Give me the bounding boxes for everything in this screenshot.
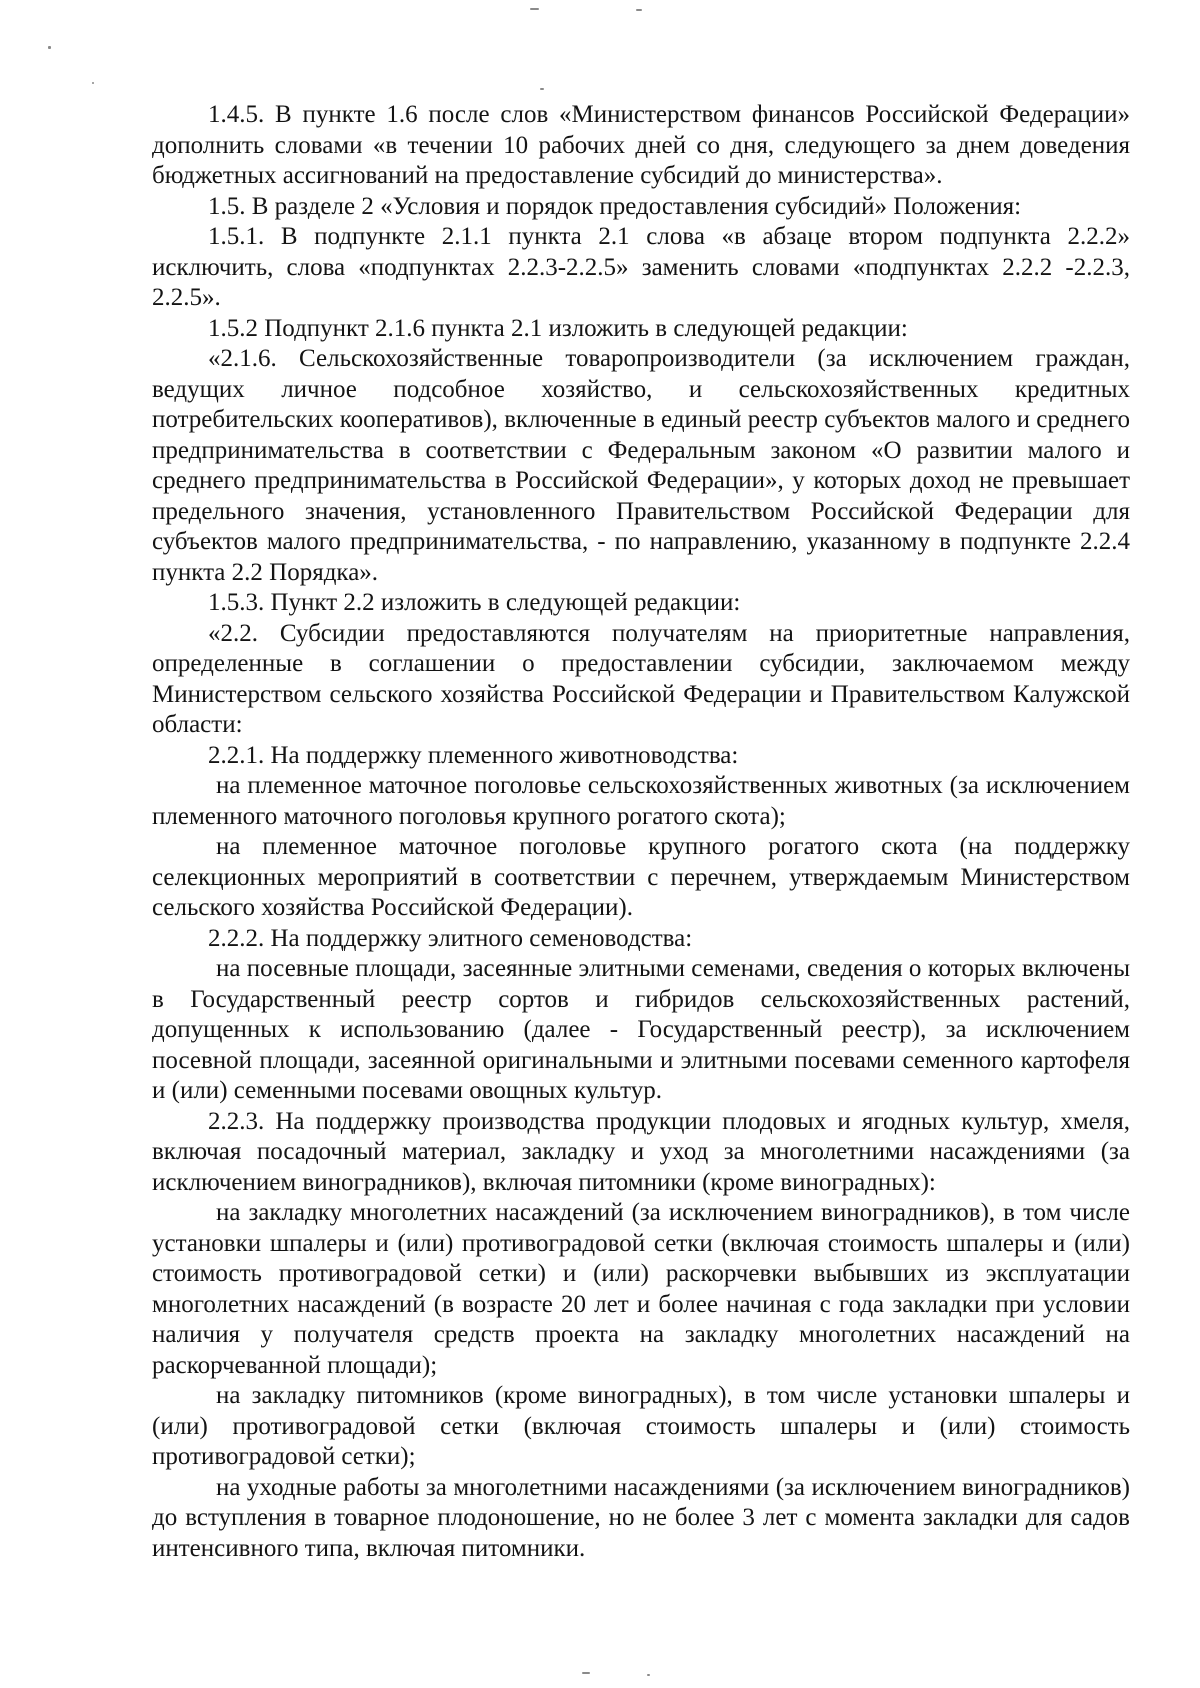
paragraph-maintenance-works: на уходные работы за многолетними насаждениями (за исключением виноградников) до вступления в товарное плодоношение, но не более 3 лет с момента закладки для садов интенсивного типа, включая питомники. bbox=[152, 1473, 1130, 1562]
scan-speck bbox=[530, 8, 539, 10]
paragraph-1-5-3: 1.5.3. Пункт 2.2 изложить в следующей редакции: bbox=[208, 589, 741, 616]
paragraph-perennial-planting: на закладку многолетних насаждений (за исключением виноградников), в том числе установки шпалеры и (или) противоградовой сетки (включая стоимость шпалеры и (или) стоимость противоградовой сетки) и (или) раскорчевки выбывших из эксплуатации многолетних насаждений (в возрасте 20 лет и более начиная с года закладки при условии наличия у получателя средств проекта на закладку многолетних насаждений на раскорчеванной площади); bbox=[152, 1199, 1130, 1379]
scan-speck bbox=[636, 9, 642, 11]
scan-speck bbox=[48, 46, 51, 49]
paragraph-2-2: «2.2. Субсидии предоставляются получателям на приоритетные направления, определенные в соглашении о предоставлении субсидии, заключаемом между Министерством сельского хозяйства Российской Федерации и Правительством Калужской области: bbox=[152, 619, 1130, 738]
paragraph-1-5: 1.5. В разделе 2 «Условия и порядок предоставления субсидий» Положения: bbox=[208, 192, 1022, 220]
paragraph-nurseries: на закладку питомников (кроме виноградных), в том числе установки шпалеры и (или) противоградовой сетки (включая стоимость шпалеры и (или) стоимость противоградовой сетки); bbox=[152, 1382, 1130, 1470]
paragraph-2-1-6: «2.1.6. Сельскохозяйственные товаропроизводители (за исключением граждан, ведущих личное подсобное хозяйство, и сельскохозяйственных кредитных потребительских кооперативов), включенные в единый реестр субъектов малого и среднего предпринимательства в соответствии с Федеральным законом «О развитии малого и среднего предпринимательства в Российской Федерации», у которых доход не превышает предельного значения, установленного Правительством Российской Федерации для субъектов малого предпринимательства, - по направлению, указанному в подпункте 2.2.4 пункта 2.2 Порядка». bbox=[152, 345, 1130, 586]
paragraph-2-2-2: 2.2.2. На поддержку элитного семеноводства: bbox=[208, 924, 693, 952]
paragraph-breeding-livestock: на племенное маточное поголовье сельскохозяйственных животных (за исключением племенного маточного поголовья крупного рогатого скота); bbox=[152, 772, 1130, 830]
scan-speck bbox=[647, 1674, 650, 1676]
paragraph-2-2-1: 2.2.1. На поддержку племенного животноводства: bbox=[208, 741, 739, 769]
scan-speck bbox=[540, 88, 544, 90]
scan-speck bbox=[92, 82, 94, 84]
paragraph-breeding-cattle: на племенное маточное поголовье крупного рогатого скота (на поддержку селекционных мероприятий в соответствии с перечнем, утверждаемым Министерством сельского хозяйства Российской Федерации). bbox=[152, 833, 1130, 921]
paragraph-1-5-2: 1.5.2 Подпункт 2.1.6 пункта 2.1 изложить в следующей редакции: bbox=[208, 314, 908, 342]
paragraph-2-2-3: 2.2.3. На поддержку производства продукции плодовых и ягодных культур, хмеля, включая посадочный материал, закладку и уход за многолетними насаждениями (за исключением виноградников), включая питомники (кроме виноградных): bbox=[152, 1107, 1130, 1196]
paragraph-1-5-1: 1.5.1. В подпункте 2.1.1 пункта 2.1 слова «в абзаце втором подпункта 2.2.2» исключить, слова «подпунктах 2.2.3-2.2.5» заменить словами «подпунктах 2.2.2 -2.2.3, 2.2.5». bbox=[152, 223, 1130, 311]
paragraph-1-4-5: 1.4.5. В пункте 1.6 после слов «Министерством финансов Российской Федерации» дополнить словами «в течении 10 рабочих дней со дня, следующего за днем доведения бюджетных ассигнований на предоставление субсидий до министерства». bbox=[152, 101, 1130, 189]
document-body bbox=[152, 100, 1130, 1564]
scan-speck bbox=[582, 1672, 590, 1674]
paragraph-sown-areas: на посевные площади, засеянные элитными семенами, сведения о которых включены в Государственный реестр сортов и гибридов сельскохозяйственных растений, допущенных к использованию (далее - Государственный реестр), за исключением посевной площади, засеянной оригинальными и элитными посевами семенного картофеля и (или) семенными посевами овощных культур. bbox=[152, 955, 1130, 1104]
